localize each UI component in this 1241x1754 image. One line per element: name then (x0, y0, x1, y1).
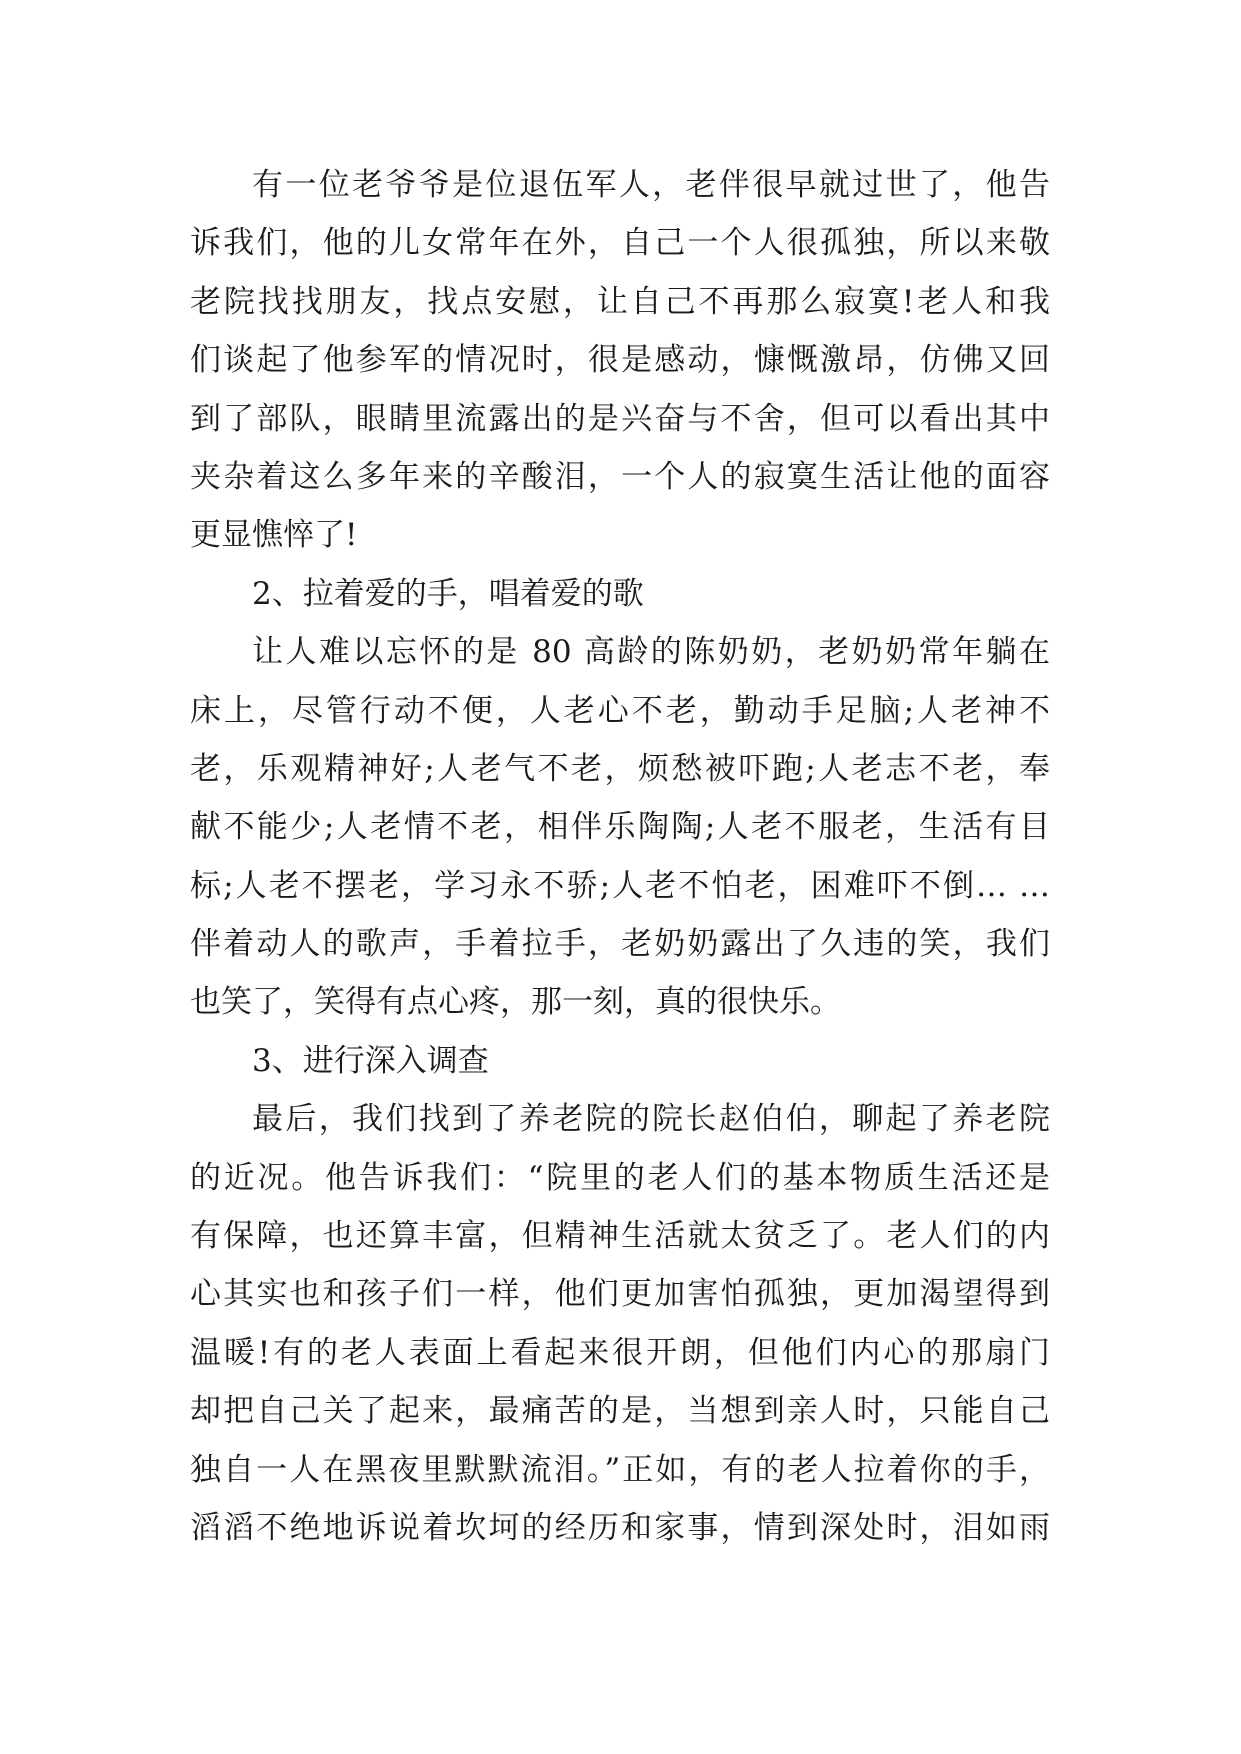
paragraph-line: 也笑了，笑得有点心疼，那一刻，真的很快乐。 (190, 984, 841, 1021)
paragraph-line: 诉我们，他的儿女常年在外，自己一个人很孤独，所以来敬 (190, 225, 1050, 262)
paragraph-line: 让人难以忘怀的是 80 高龄的陈奶奶，老奶奶常年躺在 (252, 634, 1050, 671)
paragraph-line: 有一位老爷爷是位退伍军人，老伴很早就过世了，他告 (252, 167, 1050, 203)
paragraph-line: 滔滔不绝地诉说着坎坷的经历和家事，情到深处时，泪如雨 (190, 1509, 1050, 1546)
paragraph-line: 床上，尽管行动不便，人老心不老，勤动手足脑;人老神不 (190, 692, 1050, 729)
paragraph-line: 温暖!有的老人表面上看起来很开朗，但他们内心的那扇门 (190, 1334, 1050, 1371)
paragraph-line: 老，乐观精神好;人老气不老，烦愁被吓跑;人老志不老，奉 (190, 750, 1050, 787)
paragraph-line: 有保障，也还算丰富，但精神生活就太贫乏了。老人们的内 (190, 1218, 1050, 1255)
paragraph-line: 到了部队，眼睛里流露出的是兴奋与不舍，但可以看出其中 (190, 400, 1050, 437)
document-body (190, 156, 1050, 1557)
paragraph-line: 心其实也和孩子们一样，他们更加害怕孤独，更加渴望得到 (190, 1276, 1050, 1313)
paragraph-line: 独自一人在黑夜里默默流泪。”正如，有的老人拉着你的手， (190, 1451, 1050, 1488)
section-heading: 2、拉着爱的手，唱着爱的歌 (252, 575, 644, 612)
paragraph-line: 们谈起了他参军的情况时，很是感动，慷慨激昂，仿佛又回 (190, 342, 1050, 379)
paragraph-line: 的近况。他告诉我们：“院里的老人们的基本物质生活还是 (190, 1159, 1050, 1196)
section-heading: 3、进行深入调查 (252, 1042, 489, 1079)
paragraph-line: 献不能少;人老情不老，相伴乐陶陶;人老不服老，生活有目 (190, 809, 1050, 846)
paragraph-line: 夹杂着这么多年来的辛酸泪，一个人的寂寞生活让他的面容 (190, 458, 1050, 495)
paragraph-line: 伴着动人的歌声，手着拉手，老奶奶露出了久违的笑，我们 (190, 926, 1050, 963)
paragraph-line: 更显憔悴了! (190, 517, 358, 554)
paragraph-line: 却把自己关了起来，最痛苦的是，当想到亲人时，只能自己 (190, 1393, 1050, 1430)
paragraph-line: 老院找找朋友，找点安慰，让自己不再那么寂寞!老人和我 (190, 283, 1050, 320)
paragraph-line: 标;人老不摆老，学习永不骄;人老不怕老，困难吓不倒… … (190, 867, 1050, 904)
paragraph-line: 最后，我们找到了养老院的院长赵伯伯，聊起了养老院 (252, 1101, 1050, 1138)
